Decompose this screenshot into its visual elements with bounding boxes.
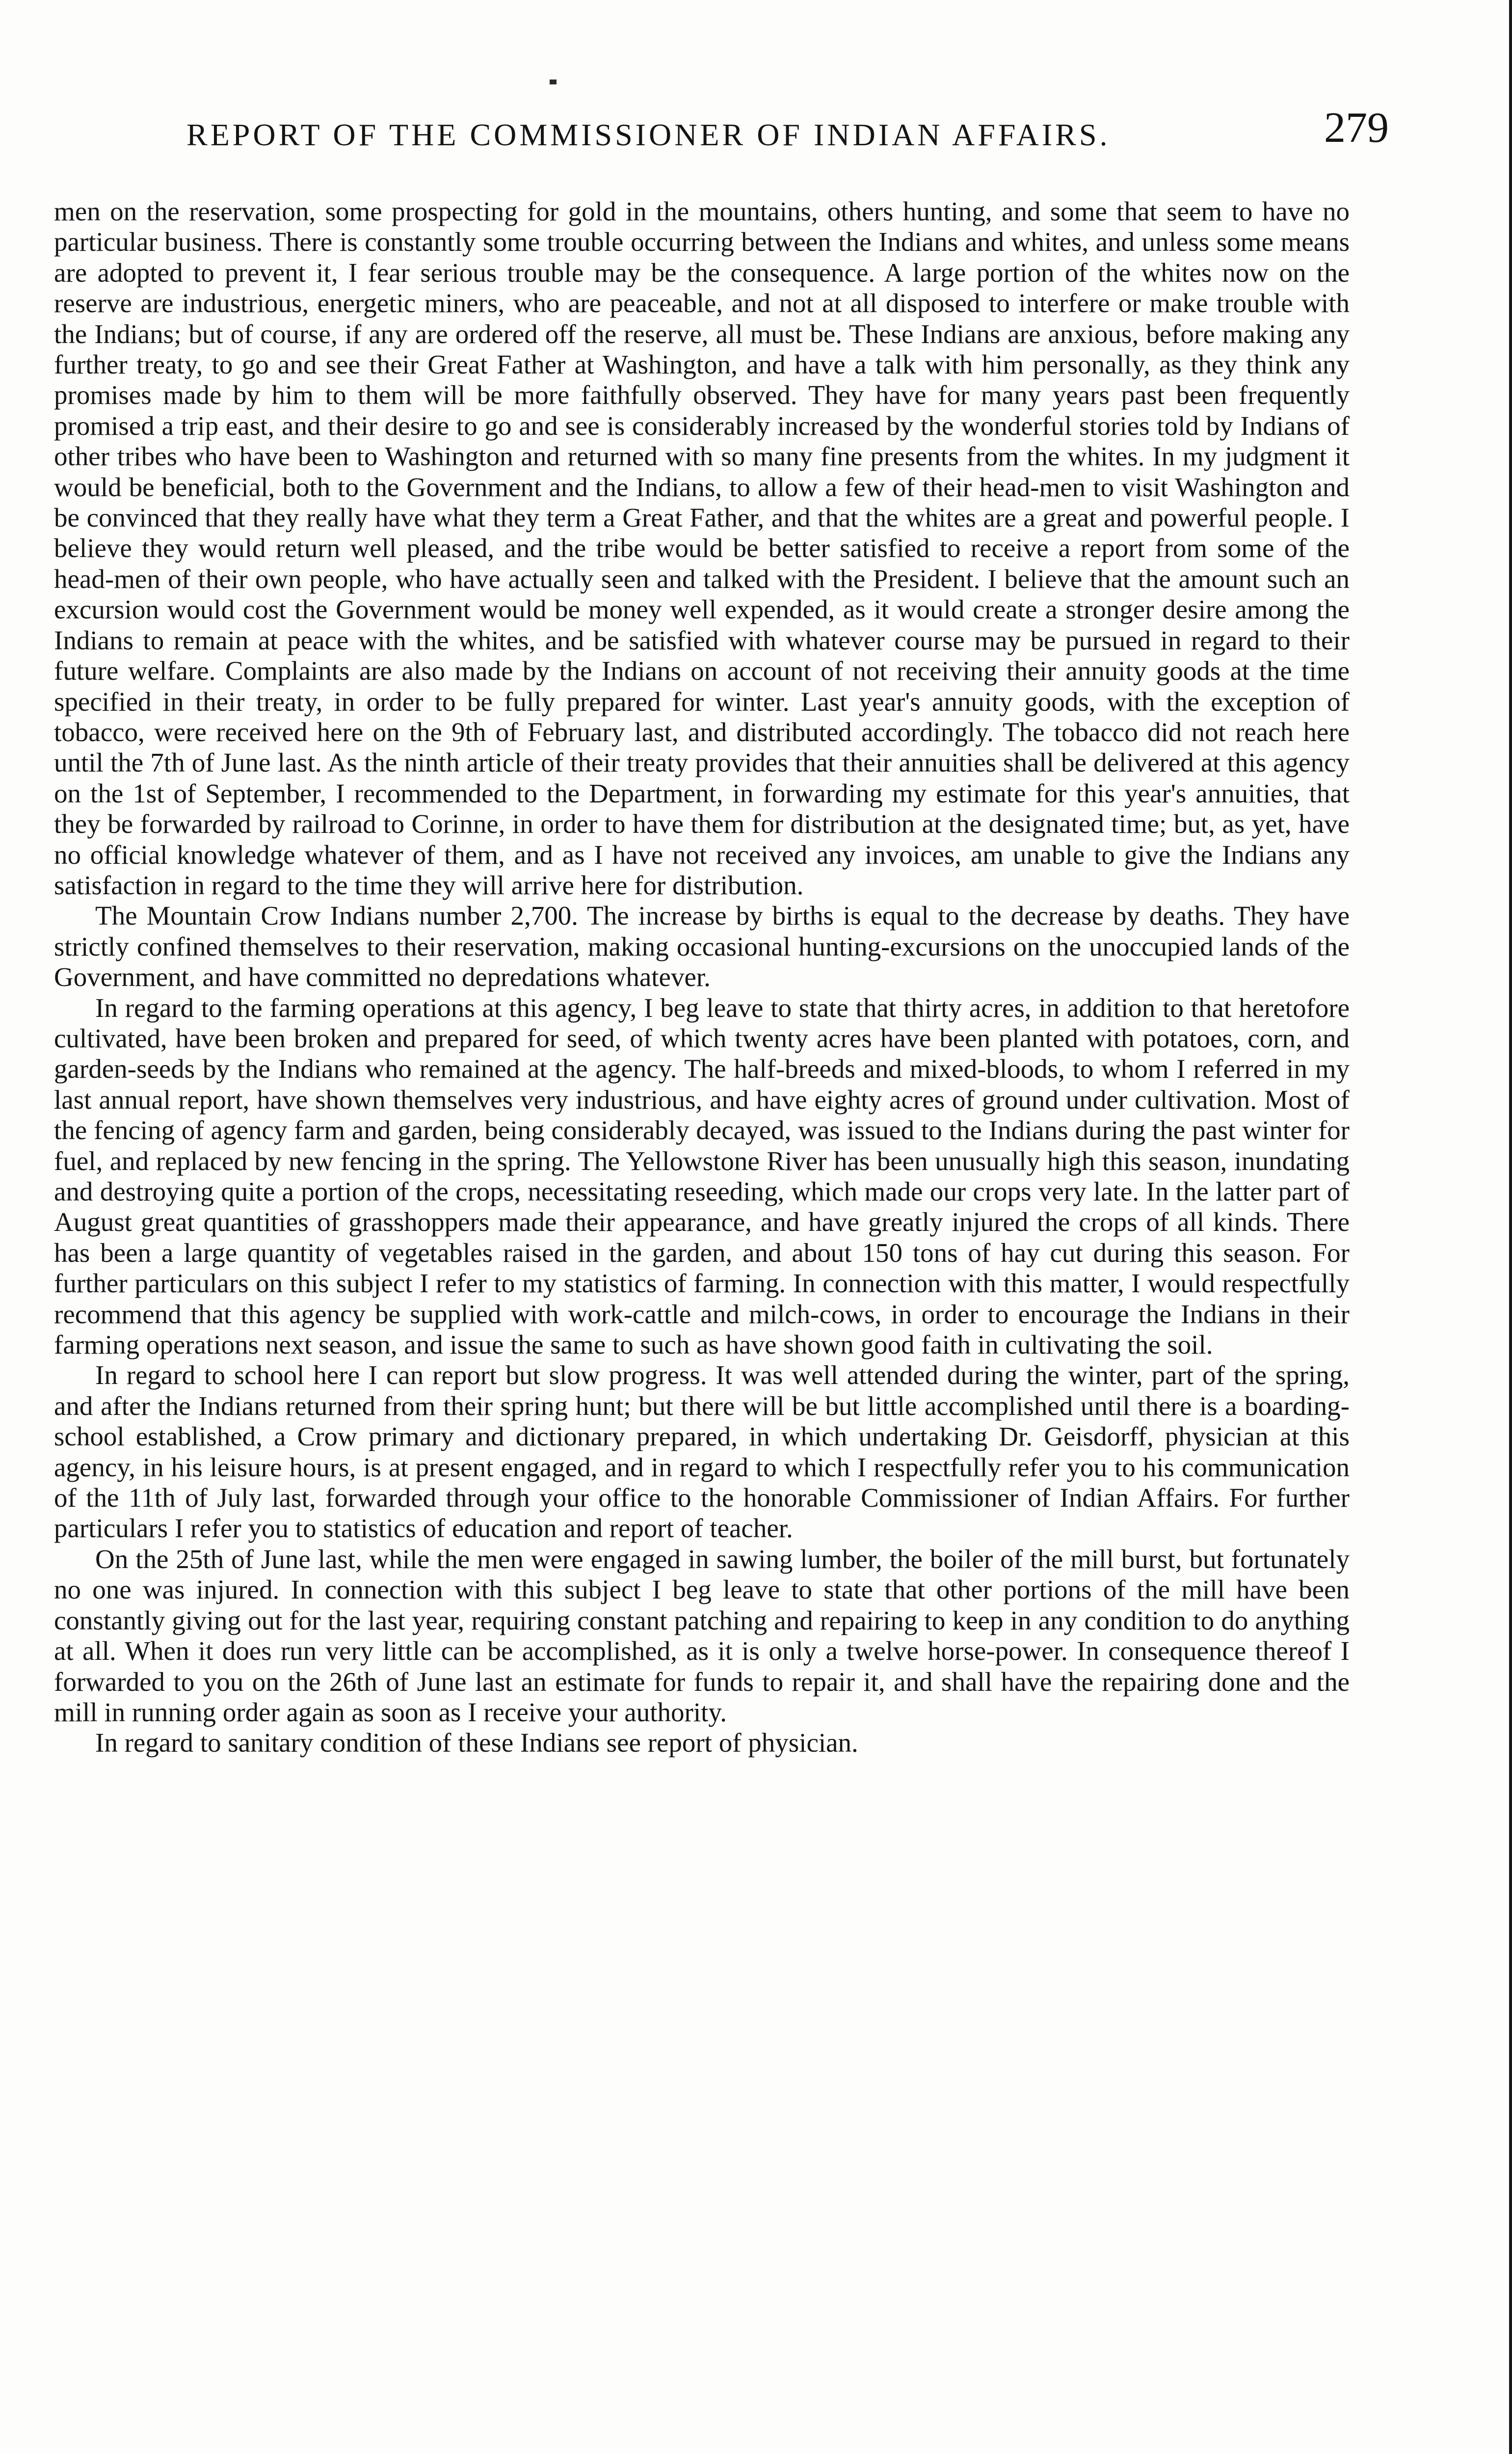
- paragraph-population: The Mountain Crow Indians number 2,700. The increase by births is equal to the decrease by deaths. They have strictly confined themselves to their reservation, making occasional hunting-excursions on the unoccupied lands of the Government, and have committed no depredations whatever.: [54, 901, 1350, 992]
- running-head: REPORT OF THE COMMISSIONER OF INDIAN AFFAIRS.: [186, 117, 1111, 152]
- paragraph-mill: On the 25th of June last, while the men were engaged in sawing lumber, the boiler of the mill burst, but fortunately no one was injured. In connection with this subject I beg leave to state that other portions of the mill have been constantly giving out for the last year, requiring constant patching and repairing to keep in any condition to do anything at all. When it does run very little can be accomplished, as it is only a twelve horse-power. In consequence thereof I forwarded to you on the 26th of June last an estimate for funds to repair it, and shall have the repairing done and the mill in running order again as soon as I receive your authority.: [54, 1544, 1350, 1727]
- paragraph-continued: men on the reservation, some prospecting for gold in the mountains, others hunting, and some that seem to have no particular business. There is constantly some trouble occurring between the Indians and whites, and unless some means are adopted to prevent it, I fear serious trouble may be the consequence. A large portion of the whites now on the reserve are industrious, energetic miners, who are peaceable, and not at all disposed to interfere or make trouble with the Indians; but of course, if any are ordered off the reserve, all must be. These Indians are anxious, before making any further treaty, to go and see their Great Father at Washington, and have a talk with him personally, as they think any promises made by him to them will be more faithfully observed. They have for many years past been frequently promised a trip east, and their desire to go and see is considerably increased by the wonderful stories told by Indians of other tribes who have been to Washington and returned with so many fine presents from the whites. In my judgment it would be beneficial, both to the Government and the Indians, to allow a few of their head-men to visit Washington and be convinced that they really have what they term a Great Father, and that the whites are a great and powerful people. I believe they would return well pleased, and the tribe would be better satisfied to receive a report from some of the head-men of their own people, who have actually seen and talked with the President. I believe that the amount such an excursion would cost the Government would be money well expended, as it would create a stronger desire among the Indians to remain at peace with the whites, and be satisfied with whatever course may be pursued in regard to their future welfare. Complaints are also made by the Indians on account of not receiving their annuity goods at the time specified in their treaty, in order to be fully prepared for winter. Last year's annuity goods, with the exception of tobacco, were received here on the 9th of February last, and distributed accordingly. The tobacco did not reach here until the 7th of June last. As the ninth article of their treaty provides that their annuities shall be delivered at this agency on the 1st of September, I recommended to the Department, in forwarding my estimate for this year's annuities, that they be forwarded by railroad to Corinne, in order to have them for distribution at the designated time; but, as yet, have no official knowledge whatever of them, and as I have not received any invoices, am unable to give the Indians any satisfaction in regard to the time they will arrive here for distribution.: [54, 196, 1350, 900]
- paragraph-sanitary: In regard to sanitary condition of these Indians see report of physician.: [95, 1728, 858, 1758]
- page-header: [54, 103, 1408, 167]
- body-text: [54, 196, 1350, 1759]
- printer-mark: [550, 80, 557, 84]
- paragraph-school: In regard to school here I can report but slow progress. It was well attended during the winter, part of the spring, and after the Indians returned from their spring hunt; but there will be but little accomplished until there is a boarding-school established, a Crow primary and dictionary prepared, in which undertaking Dr. Geisdorff, physician at this agency, in his leisure hours, is at present engaged, and in regard to which I respectfully refer you to his communication of the 11th of July last, forwarded through your office to the honorable Commissioner of Indian Affairs. For further particulars I refer you to statistics of education and report of teacher.: [54, 1360, 1350, 1544]
- paragraph-farming: In regard to the farming operations at this agency, I beg leave to state that thirty acres, in addition to that heretofore cultivated, have been broken and prepared for seed, of which twenty acres have been planted with potatoes, corn, and garden-seeds by the Indians who remained at the agency. The half-breeds and mixed-bloods, to whom I referred in my last annual report, have shown themselves very industrious, and have eighty acres of ground under cultivation. Most of the fencing of agency farm and garden, being considerably decayed, was issued to the Indians during the past winter for fuel, and replaced by new fencing in the spring. The Yellowstone River has been unusually high this season, inundating and destroying quite a portion of the crops, necessitating reseeding, which made our crops very late. In the latter part of August great quantities of grasshoppers made their appearance, and have greatly injured the crops of all kinds. There has been a large quantity of vegetables raised in the garden, and about 150 tons of hay cut during this season. For further particulars on this subject I refer to my statistics of farming. In connection with this matter, I would respectfully recommend that this agency be supplied with work-cattle and milch-cows, in order to encourage the Indians in their farming operations next season, and issue the same to such as have shown good faith in cultivating the soil.: [54, 992, 1350, 1360]
- page-number: 279: [1324, 104, 1389, 152]
